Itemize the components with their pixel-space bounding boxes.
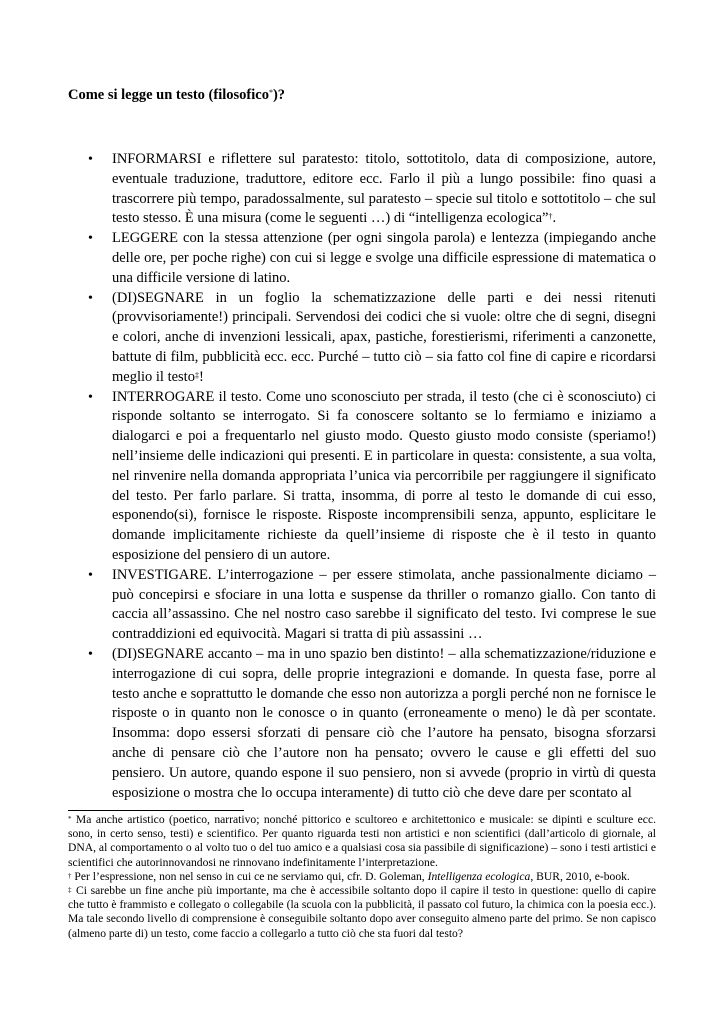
footnote-double-dagger bbox=[68, 884, 656, 941]
bullet-icon: • bbox=[88, 231, 93, 247]
list-item-text bbox=[112, 150, 656, 229]
footnote-text: Ma anche artistico (poetico, narrativo; nonché pittorico e scultoreo e architettonico e musicale: se dipinti e sculture ecc. sono, in certo senso, testi) e scientifico. Per quanto riguarda testi non artistici e non scientifici (dall’articolo di giornale, al DNA, al comportamento o al volto tuo o del tuo amico e a qualsiasi cosa sia passibile di significazione) – sono i testi artistici e scientifici che autorinnovandosi ne rinnovano indefinitamente l’interpretazione. bbox=[68, 813, 656, 869]
bullet-icon: • bbox=[88, 646, 93, 662]
footnote-mark[interactable]: ‡ bbox=[194, 370, 199, 380]
guideline-list bbox=[68, 150, 656, 803]
item-body: INVESTIGARE. L’interrogazione – per essere stimolata, anche passionalmente diciamo – può concepirsi e sfociare in una lotta e suspense da thriller o romanzo giallo. Con tanto di caccia all’assassino. Che nel nostro caso sarebbe il significato del testo. Ivi comprese le sue contraddizioni ed equivocità. Magari si tratta di più assassini … bbox=[112, 566, 656, 643]
list-item-text bbox=[112, 289, 656, 388]
title-footnote-mark[interactable]: * bbox=[268, 88, 273, 97]
list-item-text bbox=[112, 388, 656, 566]
footnotes bbox=[68, 813, 656, 941]
footnote-text-end: , BUR, 2010, e-book. bbox=[530, 869, 630, 883]
item-body: (DI)SEGNARE in un foglio la schematizzazione delle parti e dei nessi ritenuti (provvisoriamente!) principali. Servendosi dei codici che si vuole: oltre che di segni, disegni e colori, anche di invenzioni lessicali, apax, pastiche, forestierismi, riferimenti a canzonette, battute di film, pubblicità ecc. ecc. Purché – tutto ciò – sia fatto col fine di capire e ricordarsi meglio il testo bbox=[112, 289, 656, 385]
footnote-text: Per l’espressione, non nel senso in cui ce ne serviamo qui, cfr. D. Goleman, bbox=[71, 869, 428, 883]
list-item-informarsi bbox=[68, 150, 656, 229]
bullet-icon: • bbox=[88, 152, 93, 167]
title-text: Come si legge un testo (filosofico bbox=[68, 87, 269, 103]
footnote-number: † bbox=[68, 871, 72, 880]
list-item-interrogare bbox=[68, 388, 656, 566]
list-item-disegnare-1 bbox=[68, 289, 656, 388]
list-item-leggere bbox=[68, 229, 656, 288]
footnote-dagger bbox=[68, 870, 656, 884]
bullet-icon: • bbox=[88, 290, 93, 306]
item-body: (DI)SEGNARE accanto – ma in uno spazio ben distinto! – alla schematizzazione/riduzione e interrogazione di cui sopra, delle proprie integrazioni e domande. In questa fase, porre al testo anche e soprattutto le domande che esso non autorizza a porgli perché non ne fornisce le risposte o in quanto non le conosce o in quanto (erroneamente o meno) le dà per scontate. Insomma: dopo essersi sforzati di pensare ciò che l’autore ha pensato, bisogna sforzarsi anche di pensare ciò che l’autore non ha pensato; ovvero le cause e gli effetti del suo pensiero. Un autore, quando espone il suo pensiero, non si avvede (proprio in virtù di questa esposizione o mostra che lo occupa interamente) di tutto ciò che deve dare per scontato al bbox=[112, 645, 656, 801]
bullet-icon: • bbox=[88, 389, 93, 405]
title-end: )? bbox=[272, 87, 286, 103]
item-body: INTERROGARE il testo. Come uno sconosciuto per strada, il testo (che ci è sconosciuto) ci risponde soltanto se interrogato. Si fa conoscere soltanto se lo fermiamo e iniziamo a dialogarci e poi a frequentarlo nel giusto modo. Questo giusto modo consiste (speriamo!) nell’insieme delle indicazioni qui presenti. E in particolare in questa: consistente, a sua volta, nel rinvenire nella domanda appropriata l’unica via percorribile per raggiungere il significato del testo. Per farlo parlare. Si tratta, insomma, di porre al testo le domande di cui esso, esponendo(si), fornisce le risposte. Risposte incomprensibili senza, appunto, esplicitare le domande implicitamente richieste da quell’insieme di risposte che è il testo in quanto esposizione del pensiero di un autore. bbox=[112, 388, 656, 563]
footnote-separator bbox=[68, 810, 244, 811]
footnote-asterisk bbox=[68, 813, 656, 870]
list-item-investigare bbox=[68, 566, 656, 645]
book-title: Intelligenza ecologica bbox=[427, 869, 531, 883]
item-end: . bbox=[552, 210, 557, 227]
list-item-text bbox=[112, 645, 656, 803]
list-item-disegnare-2 bbox=[68, 645, 656, 803]
document-title bbox=[68, 85, 285, 105]
footnote-number: * bbox=[68, 815, 72, 823]
item-body: INFORMARSI e riflettere sul paratesto: titolo, sottotitolo, data di composizione, autore, eventuale traduzione, traduttore, editore ecc. Farlo il più a lungo possibile: fino quasi a trascorrere più tempo, paradossalmente, sul paratesto – specie sul titolo e sottotitolo – che sul testo stesso. È una misura (come le seguenti …) di “intelligenza ecologica” bbox=[112, 151, 656, 227]
list-item-text bbox=[112, 229, 656, 288]
list-item-text bbox=[112, 566, 656, 645]
footnote-mark[interactable]: † bbox=[548, 212, 553, 222]
bullet-icon: • bbox=[88, 567, 93, 583]
item-end: ! bbox=[198, 368, 204, 385]
item-body: LEGGERE con la stessa attenzione (per ogni singola parola) e lentezza (impiegando anche delle ore, per poche righe) con cui si legge e svolge una difficile espressione di matematica o una difficile versione di latino. bbox=[112, 230, 656, 286]
footnote-number: ‡ bbox=[68, 886, 73, 895]
footnote-text: Ci sarebbe un fine anche più importante, ma che è accessibile soltanto dopo il capire il testo in questione: quello di capire che tutto è frammisto e collegato o collegabile (la scuola con la pubblicità, il passato col futuro, la chimica con la poesia ecc.). Ma tale secondo livello di comprensione è conseguibile soltanto dopo aver conseguito almeno parte del primo. Se non capisco (almeno parte di) un testo, come faccio a collegarlo a tutto ciò che sta fuori dal testo? bbox=[68, 884, 656, 940]
